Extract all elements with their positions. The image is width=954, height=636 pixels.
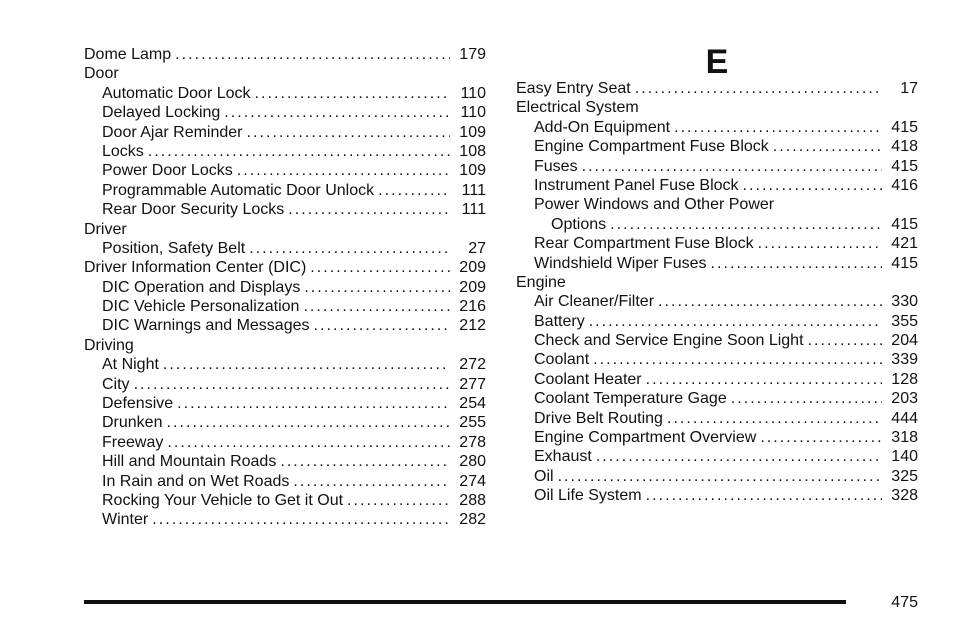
index-entry-page: 328 <box>891 487 918 505</box>
dot-leader <box>249 239 450 258</box>
index-entry-page: 444 <box>891 409 918 427</box>
index-entry-label: Winter <box>102 511 149 529</box>
index-entry <box>516 176 918 195</box>
index-entry <box>516 312 918 331</box>
dot-leader <box>558 467 882 486</box>
index-entry-label: Freeway <box>102 433 164 451</box>
index-entry <box>84 316 486 335</box>
index-entry-row <box>84 45 486 64</box>
dot-leader <box>758 234 882 253</box>
index-entry-label: Door Ajar Reminder <box>102 123 243 141</box>
dot-leader <box>152 510 450 529</box>
index-entry-label: DIC Warnings and Messages <box>102 317 310 335</box>
index-entry-row <box>534 157 918 176</box>
index-entry-row <box>102 181 486 200</box>
index-entry <box>516 331 918 350</box>
dot-leader <box>760 428 882 447</box>
dot-leader <box>596 447 882 466</box>
dot-leader <box>134 375 450 394</box>
dot-leader <box>773 137 882 156</box>
index-entry-label: Power Door Locks <box>102 162 233 180</box>
dot-leader <box>635 79 882 98</box>
index-entry-label: Drive Belt Routing <box>534 409 663 427</box>
index-entry <box>84 452 486 471</box>
dot-leader <box>177 394 450 413</box>
index-entry <box>84 181 486 200</box>
dot-leader <box>148 142 450 161</box>
index-entry-page: 255 <box>459 414 486 432</box>
dot-leader <box>167 433 450 452</box>
index-entry-page: 254 <box>459 395 486 413</box>
index-entry-row <box>102 123 486 142</box>
index-entry <box>84 258 486 277</box>
page-number: 475 <box>891 594 918 611</box>
section-letter-e: E <box>705 43 729 81</box>
index-heading <box>84 336 486 355</box>
index-entry <box>84 278 486 297</box>
dot-leader <box>743 176 882 195</box>
index-entry-page: 110 <box>460 104 486 122</box>
index-entry <box>516 409 918 428</box>
index-entry-row <box>102 375 486 394</box>
dot-leader <box>731 389 882 408</box>
index-entry-row <box>534 428 918 447</box>
dot-leader <box>658 292 882 311</box>
index-entry-label: At Night <box>102 356 159 374</box>
dot-leader <box>646 486 882 505</box>
index-entry-label: Fuses <box>534 157 578 175</box>
index-entry-label: Check and Service Engine Soon Light <box>534 332 804 350</box>
index-entry <box>516 389 918 408</box>
index-entry-page: 110 <box>460 84 486 102</box>
index-entry-page: 140 <box>891 448 918 466</box>
index-entry-row <box>534 176 918 195</box>
index-entry-label: Hill and Mountain Roads <box>102 453 277 471</box>
dot-leader <box>247 123 451 142</box>
index-entry-page: 274 <box>459 472 486 490</box>
index-entry-label: Oil Life System <box>534 487 642 505</box>
index-entry <box>516 350 918 369</box>
dot-leader <box>314 316 451 335</box>
index-entry-row <box>534 254 918 273</box>
index-entry-row <box>102 316 486 335</box>
index-entry-page: 355 <box>891 312 918 330</box>
index-entry-page: 421 <box>891 235 918 253</box>
index-entry-row <box>534 312 918 331</box>
index-heading <box>516 273 918 292</box>
dot-leader <box>593 350 882 369</box>
index-entry-row <box>102 142 486 161</box>
index-entry-row <box>516 79 918 98</box>
index-entry <box>84 200 486 219</box>
index-entry <box>84 510 486 529</box>
index-entry-row <box>84 258 486 277</box>
index-entry-row <box>102 297 486 316</box>
index-heading <box>84 220 486 239</box>
index-entry-page: 17 <box>900 80 918 97</box>
index-entry-label: Locks <box>102 142 144 160</box>
index-entry-page: 415 <box>891 157 918 175</box>
index-entry <box>84 394 486 413</box>
index-entry <box>84 142 486 161</box>
dot-leader <box>711 254 883 273</box>
index-entry-page: 203 <box>891 390 918 408</box>
dot-leader <box>304 278 450 297</box>
index-entry-row <box>102 103 486 122</box>
index-entry-page: 415 <box>891 118 918 136</box>
index-entry-page: 204 <box>891 332 918 350</box>
index-entry-page: 179 <box>459 46 486 63</box>
index-entry <box>84 103 486 122</box>
index-entry-page: 288 <box>459 491 486 509</box>
index-entry <box>516 292 918 311</box>
index-entry-label: City <box>102 375 130 393</box>
index-entry-row <box>102 510 486 529</box>
index-heading-label: Power Windows and Other Power <box>534 196 775 214</box>
index-entry-label: Easy Entry Seat <box>516 80 631 97</box>
dot-leader <box>667 409 882 428</box>
index-heading-label: Door <box>84 65 119 83</box>
index-heading-label: Driver <box>84 220 127 238</box>
index-entry-label: Rear Compartment Fuse Block <box>534 235 754 253</box>
index-entry-label: Rear Door Security Locks <box>102 201 285 219</box>
index-entry-label: Programmable Automatic Door Unlock <box>102 181 375 199</box>
index-entry-label: Drunken <box>102 414 163 432</box>
index-entry-page: 27 <box>468 239 486 257</box>
index-entry-page: 109 <box>459 123 486 141</box>
dot-leader <box>808 331 882 350</box>
index-entry <box>516 254 918 273</box>
index-entry-label: Position, Safety Belt <box>102 239 246 257</box>
index-entry-page: 418 <box>891 138 918 156</box>
index-entry-row <box>102 200 486 219</box>
dot-leader <box>237 161 450 180</box>
index-entry-page: 109 <box>459 162 486 180</box>
dot-leader <box>166 413 450 432</box>
footer-rule <box>84 600 846 604</box>
dot-leader <box>674 118 882 137</box>
index-entry <box>84 84 486 103</box>
dot-leader <box>303 297 450 316</box>
index-entry-label: Engine Compartment Overview <box>534 429 757 447</box>
index-entry-row <box>534 292 918 311</box>
index-entry-row <box>534 331 918 350</box>
index-entry-row <box>102 491 486 510</box>
index-entry-row <box>102 278 486 297</box>
dot-leader <box>310 258 450 277</box>
index-column-left <box>84 45 486 530</box>
index-entry <box>516 486 918 505</box>
index-entry-label: Add-On Equipment <box>534 118 671 136</box>
index-entry-label: Options <box>551 215 607 233</box>
index-entry-row <box>102 394 486 413</box>
dot-leader <box>646 370 882 389</box>
index-heading-label: Engine <box>516 273 566 291</box>
index-entry-row <box>102 452 486 471</box>
index-heading <box>516 195 918 214</box>
index-entry-label: Delayed Locking <box>102 104 221 122</box>
index-entry-page: 216 <box>459 298 486 316</box>
index-entry-row <box>534 350 918 369</box>
index-entry-row <box>102 433 486 452</box>
index-entry-row <box>102 239 486 258</box>
index-entry-page: 277 <box>459 375 486 393</box>
index-entry-label: Instrument Panel Fuse Block <box>534 176 739 194</box>
index-entry-page: 272 <box>459 356 486 374</box>
index-entry-label: Windshield Wiper Fuses <box>534 254 707 272</box>
index-entry <box>84 123 486 142</box>
index-entry <box>516 428 918 447</box>
index-entry-row <box>534 234 918 253</box>
index-entry <box>516 79 918 98</box>
index-entry <box>84 413 486 432</box>
dot-leader <box>378 181 450 200</box>
index-entry-label: Oil <box>534 467 554 485</box>
index-entry <box>516 215 918 234</box>
index-entry-row <box>102 84 486 103</box>
index-entry-label: Coolant Temperature Gage <box>534 390 727 408</box>
dot-leader <box>224 103 450 122</box>
index-entry-row <box>534 467 918 486</box>
index-entry-page: 111 <box>461 201 486 219</box>
index-entry <box>84 375 486 394</box>
index-entry-row <box>534 447 918 466</box>
dot-leader <box>293 472 450 491</box>
index-entry-label: Rocking Your Vehicle to Get it Out <box>102 491 344 509</box>
index-entry <box>84 161 486 180</box>
dot-leader <box>175 45 450 64</box>
index-entry <box>84 355 486 374</box>
index-entry-row <box>551 215 918 234</box>
index-entry-page: 209 <box>459 259 486 277</box>
index-entry-label: Exhaust <box>534 448 592 466</box>
index-entry-label: Defensive <box>102 395 174 413</box>
index-entry-page: 111 <box>461 181 486 199</box>
dot-leader <box>255 84 450 103</box>
index-entry-label: Dome Lamp <box>84 46 172 63</box>
index-entry-page: 339 <box>891 351 918 369</box>
index-entry-label: Air Cleaner/Filter <box>534 293 655 311</box>
index-entry-row <box>534 486 918 505</box>
index-entry-page: 415 <box>891 215 918 233</box>
index-entry-label: Battery <box>534 312 585 330</box>
index-entry <box>516 137 918 156</box>
index-entry-page: 282 <box>459 511 486 529</box>
index-entry <box>84 45 486 64</box>
index-entry-label: DIC Operation and Displays <box>102 278 301 296</box>
dot-leader <box>610 215 882 234</box>
index-entry-label: In Rain and on Wet Roads <box>102 472 290 490</box>
index-entry-label: DIC Vehicle Personalization <box>102 298 300 316</box>
index-entry <box>516 234 918 253</box>
index-entry-row <box>534 389 918 408</box>
index-entry-page: 212 <box>459 317 486 335</box>
index-entry <box>84 433 486 452</box>
index-entry <box>516 118 918 137</box>
index-entry-row <box>534 370 918 389</box>
dot-leader <box>589 312 882 331</box>
index-entry <box>84 491 486 510</box>
dot-leader <box>582 157 882 176</box>
index-entry-page: 280 <box>459 453 486 471</box>
index-heading-label: Driving <box>84 336 134 354</box>
index-entry <box>516 157 918 176</box>
index-entry-row <box>534 409 918 428</box>
index-entry-row <box>534 137 918 156</box>
index-entry-label: Coolant <box>534 351 590 369</box>
dot-leader <box>288 200 450 219</box>
index-entry <box>84 472 486 491</box>
index-entry-row <box>102 413 486 432</box>
index-entry-label: Engine Compartment Fuse Block <box>534 138 769 156</box>
index-heading <box>84 64 486 83</box>
index-entry <box>84 297 486 316</box>
dot-leader <box>347 491 450 510</box>
dot-leader <box>163 355 450 374</box>
index-heading <box>516 98 918 117</box>
index-entry-label: Automatic Door Lock <box>102 84 251 102</box>
index-entry-page: 128 <box>891 370 918 388</box>
index-entry-row <box>534 118 918 137</box>
index-entry-label: Driver Information Center (DIC) <box>84 259 307 277</box>
index-entry-page: 209 <box>459 278 486 296</box>
index-entry-page: 108 <box>459 142 486 160</box>
index-entry-page: 325 <box>891 467 918 485</box>
index-column-right <box>516 45 918 506</box>
index-entry-page: 318 <box>891 429 918 447</box>
index-entry-row <box>102 472 486 491</box>
index-entry-row <box>102 161 486 180</box>
index-entry-page: 330 <box>891 293 918 311</box>
index-entry <box>516 447 918 466</box>
index-heading-label: Electrical System <box>516 99 639 117</box>
index-entry-page: 278 <box>459 433 486 451</box>
index-entry-page: 416 <box>891 176 918 194</box>
index-entry <box>516 467 918 486</box>
dot-leader <box>280 452 450 471</box>
index-entry-row <box>102 355 486 374</box>
index-entry <box>516 370 918 389</box>
index-entry-page: 415 <box>891 254 918 272</box>
index-entry-label: Coolant Heater <box>534 370 642 388</box>
index-entry <box>84 239 486 258</box>
